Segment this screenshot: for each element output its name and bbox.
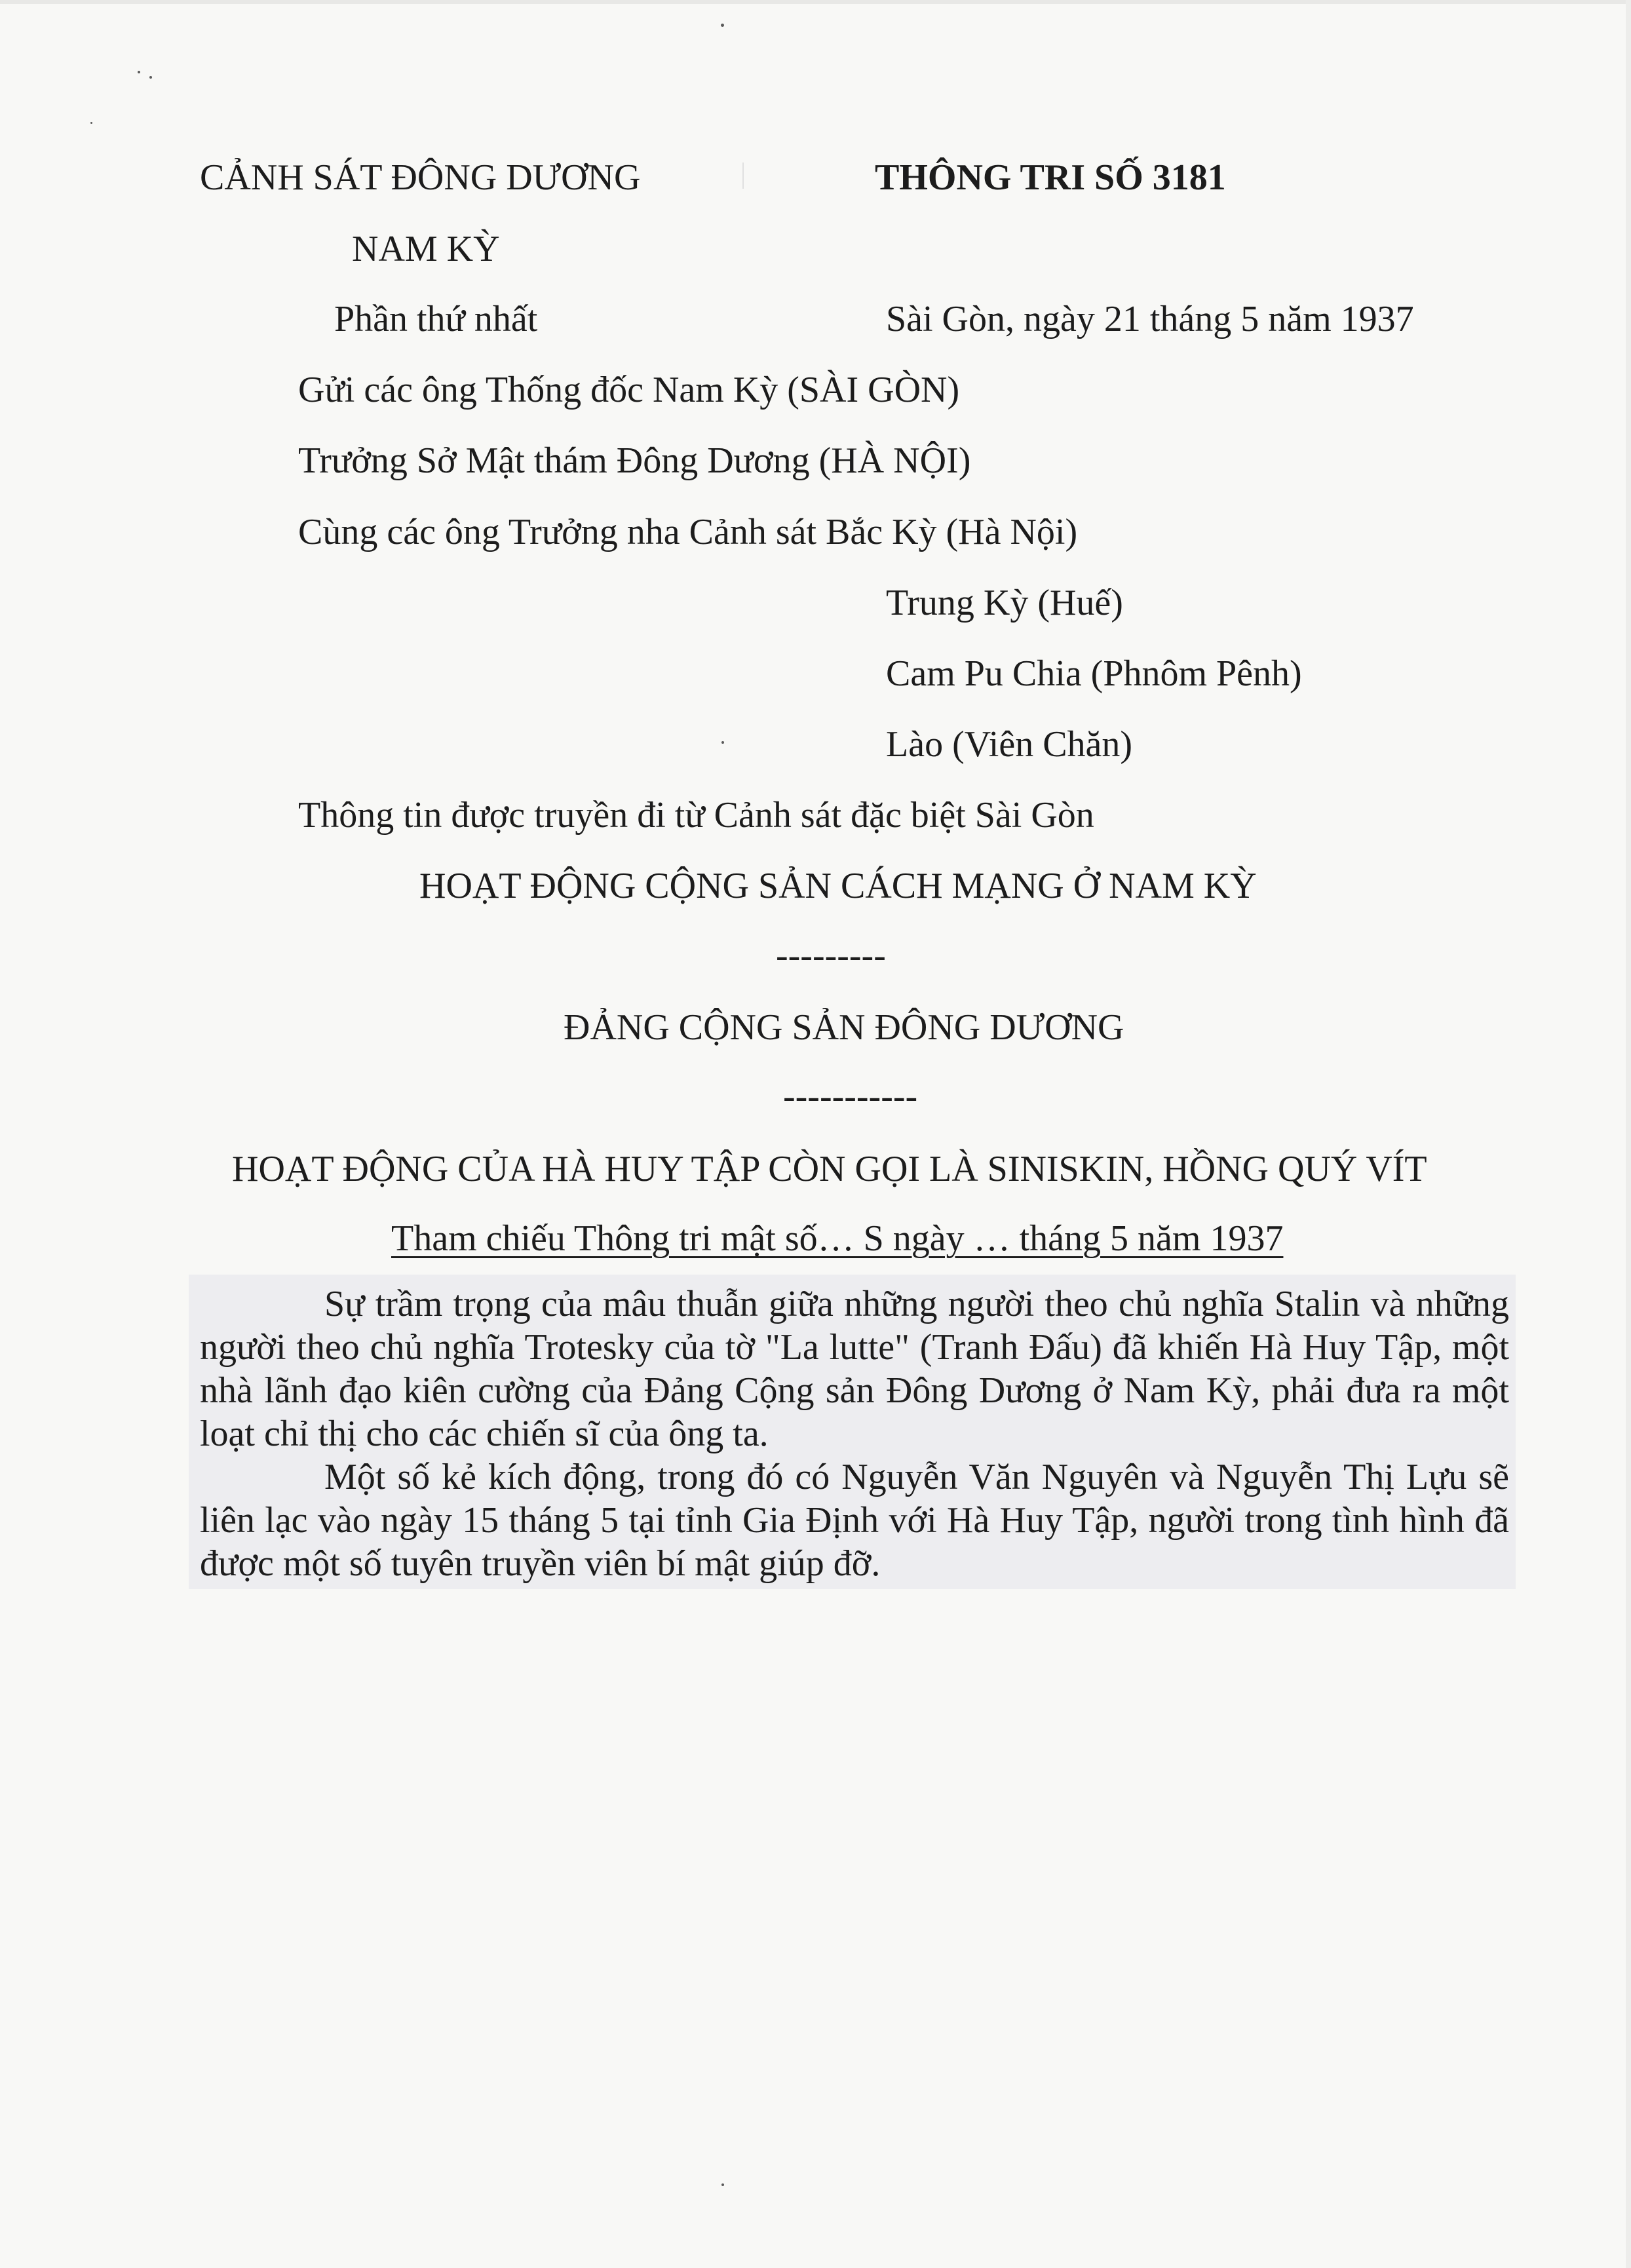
part-label: Phần thứ nhất xyxy=(334,299,538,339)
header-divider xyxy=(742,163,744,189)
recipient-line: Lào (Viên Chăn) xyxy=(886,724,1133,765)
scan-speck xyxy=(138,71,140,73)
scan-speck xyxy=(721,741,724,744)
agency-name: CẢNH SÁT ĐÔNG DƯƠNG xyxy=(200,157,641,198)
scan-speck xyxy=(721,2183,724,2186)
body-paragraph: Sự trầm trọng của mâu thuẫn giữa những người theo chủ nghĩa Stalin và những người theo chủ nghĩa Trotesky của tờ "La lutte" (Tranh Đấu) đã khiến Hà Huy Tập, một nhà lãnh đạo kiên cường của Đảng Cộng sản Đông Dương ở Nam Kỳ, phải đưa ra một loạt chỉ thị cho các chiến sĩ của ông ta. xyxy=(200,1284,1509,1454)
section-heading: HOẠT ĐỘNG CỘNG SẢN CÁCH MẠNG Ở NAM KỲ xyxy=(419,866,1257,906)
place-date: Sài Gòn, ngày 21 tháng 5 năm 1937 xyxy=(886,299,1414,339)
separator: --------- xyxy=(776,935,886,976)
recipient-line: Cam Pu Chia (Phnôm Pênh) xyxy=(886,653,1302,694)
section-heading: ĐẢNG CỘNG SẢN ĐÔNG DƯƠNG xyxy=(564,1007,1124,1048)
recipient-line: Cùng các ông Trưởng nha Cảnh sát Bắc Kỳ (Hà Nội) xyxy=(298,512,1078,552)
notice-number: THÔNG TRI SỐ 3181 xyxy=(875,157,1226,198)
recipient-line: Gửi các ông Thống đốc Nam Kỳ (SÀI GÒN) xyxy=(298,370,960,410)
scan-edge xyxy=(1626,0,1631,2268)
recipient-line: Trung Kỳ (Huế) xyxy=(886,583,1123,623)
scan-speck xyxy=(149,76,152,79)
region-name: NAM KỲ xyxy=(352,229,500,269)
body-paragraph: Một số kẻ kích động, trong đó có Nguyễn Văn Nguyên và Nguyễn Thị Lựu sẽ liên lạc vào ngày 15 tháng 5 tại tỉnh Gia Định với Hà Huy Tập, người trong tình hình đã được một số tuyên truyền viên bí mật giúp đỡ. xyxy=(200,1457,1509,1584)
separator: ----------- xyxy=(783,1076,918,1117)
source-note: Thông tin được truyền đi từ Cảnh sát đặc biệt Sài Gòn xyxy=(298,795,1094,836)
scan-speck xyxy=(90,122,92,124)
reference-line: Tham chiếu Thông tri mật số… S ngày … tháng 5 năm 1937 xyxy=(391,1218,1284,1259)
scan-edge xyxy=(0,0,1631,4)
scan-speck xyxy=(721,24,724,27)
section-heading: HOẠT ĐỘNG CỦA HÀ HUY TẬP CÒN GỌI LÀ SINISKIN, HỒNG QUÝ VÍT xyxy=(232,1149,1427,1189)
recipient-line: Trưởng Sở Mật thám Đông Dương (HÀ NỘI) xyxy=(298,440,971,481)
